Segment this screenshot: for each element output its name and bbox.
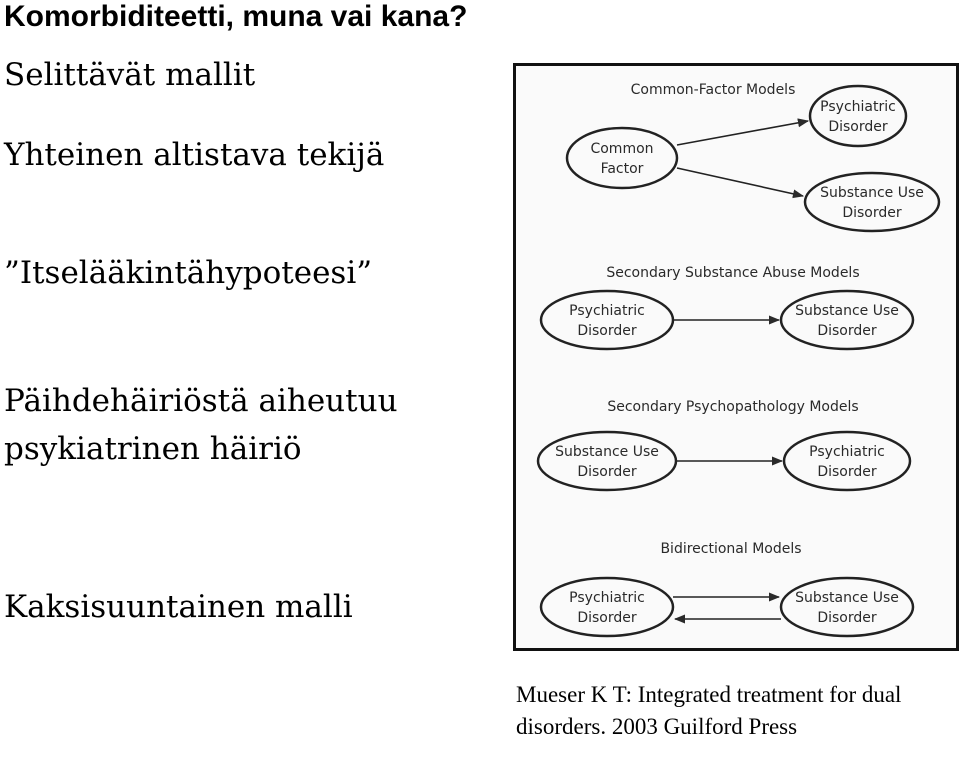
bullet-secondary-psychopathology: Päihdehäiriöstä aiheutuu psykiatrinen häiriö	[4, 383, 398, 467]
svg-text:Psychiatric: Psychiatric	[569, 590, 645, 606]
svg-text:Disorder: Disorder	[817, 464, 877, 480]
svg-text:Substance Use: Substance Use	[795, 590, 899, 606]
svg-text:Substance Use: Substance Use	[795, 303, 899, 319]
svg-text:Substance Use: Substance Use	[555, 444, 659, 460]
svg-text:Disorder: Disorder	[842, 205, 902, 221]
svg-text:Disorder: Disorder	[577, 323, 637, 339]
bullet-common-factor: Yhteinen altistava tekijä	[4, 137, 385, 173]
bullet-bidirectional: Kaksisuuntainen malli	[4, 589, 353, 625]
svg-text:Disorder: Disorder	[817, 323, 877, 339]
svg-text:Factor: Factor	[600, 161, 644, 177]
comorbidity-models-figure	[513, 63, 959, 651]
svg-text:Common: Common	[590, 141, 654, 157]
citation: Mueser K T: Integrated treatment for dual disorders. 2003 Guilford Press	[516, 682, 902, 739]
heading-bidirectional-models: Bidirectional Models	[660, 541, 802, 557]
heading-secondary-substance-abuse-models: Secondary Substance Abuse Models	[606, 265, 860, 281]
heading-secondary-psychopathology-models: Secondary Psychopathology Models	[607, 399, 859, 415]
svg-text:Psychiatric: Psychiatric	[809, 444, 885, 460]
svg-text:Disorder: Disorder	[828, 119, 888, 135]
svg-text:Psychiatric: Psychiatric	[569, 303, 645, 319]
svg-text:Disorder: Disorder	[817, 610, 877, 626]
svg-text:Substance Use: Substance Use	[820, 185, 924, 201]
svg-text:Psychiatric: Psychiatric	[820, 99, 896, 115]
heading-common-factor-models: Common-Factor Models	[630, 82, 796, 98]
slide-title: Komorbiditeetti, muna vai kana?	[4, 0, 468, 33]
figure-frame	[515, 65, 958, 650]
bullet-self-medication: ”Itselääkintähypoteesi”	[4, 255, 373, 291]
svg-text:Disorder: Disorder	[577, 610, 637, 626]
bullet-explanatory-models: Selittävät mallit	[4, 57, 256, 93]
svg-text:Disorder: Disorder	[577, 464, 637, 480]
